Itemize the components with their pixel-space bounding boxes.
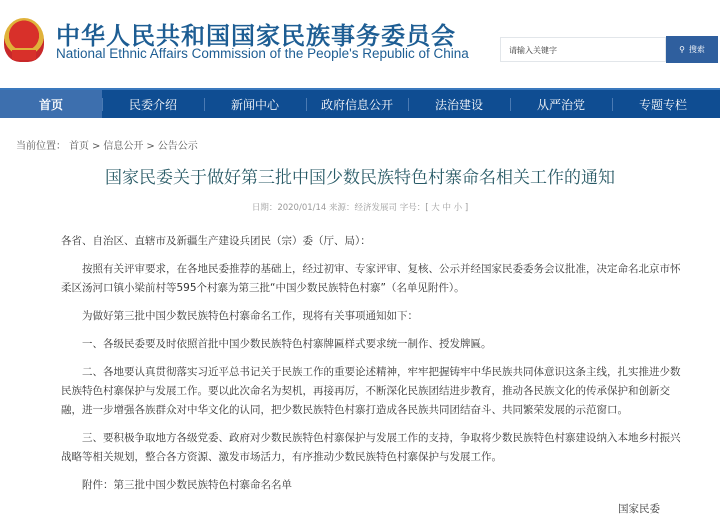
national-emblem-logo (4, 18, 44, 62)
nav-special[interactable]: 专题专栏 (612, 90, 714, 118)
breadcrumb-sep: > (146, 141, 155, 152)
attachment-link[interactable] (61, 476, 681, 495)
nav-party[interactable]: 从严治党 (510, 90, 612, 118)
nav-news[interactable]: 新闻中心 (204, 90, 306, 118)
site-header (0, 0, 720, 88)
nav-home[interactable]: 首页 (0, 90, 102, 118)
paragraph (61, 307, 681, 326)
line: 为做好第三批中国少数民族特色村寨命名工作，现将有关事项通知如下： (82, 310, 418, 322)
breadcrumb-notices[interactable]: 公告公示 (157, 141, 198, 152)
line: 按照有关评审要求，在各地民委推荐的基础上，经过初审、专家评审、复核、公示并经国家民委委务会议批准，决定命名北京市怀 (82, 263, 681, 275)
line: 附件：第三批中国少数民族特色村寨命名名单 (82, 479, 292, 491)
main-nav (0, 88, 720, 118)
search-button[interactable] (666, 36, 718, 63)
line: 柔区汤河口镇小梁前村等595个村寨为第三批“中国少数民族特色村寨”（名单见附件）。 (61, 282, 465, 294)
nav-rule-of-law[interactable]: 法治建设 (408, 90, 510, 118)
paragraph (61, 335, 681, 354)
breadcrumb-home[interactable]: 首页 (69, 141, 89, 152)
site-title-cn[interactable]: 中华人民共和国国家民族事务委员会 (56, 22, 456, 50)
search-input[interactable]: 请输入关键字 (500, 37, 666, 62)
breadcrumb-info[interactable]: 信息公开 (103, 141, 144, 152)
search-icon: ⚲ (679, 45, 685, 54)
line: 一、各级民委要及时依照首批中国少数民族特色村寨牌匾样式要求统一制作、授发牌匾。 (82, 338, 492, 350)
breadcrumb (16, 137, 201, 152)
line: 融，进一步增强各族群众对中华文化的认同，把少数民族特色村寨打造成各民族共同团结奋斗、共同繁荣发展的示范窗口。 (61, 404, 628, 416)
line: 民族特色村寨保护与发展工作。要以此次命名为契机，再接再厉，不断深化民族团结进步教育，推动各民族文化的传承保护和创新交 (61, 385, 670, 397)
search-button-label: 搜索 (688, 45, 705, 54)
paragraph (61, 260, 681, 298)
line: 战略等相关规划，整合各方资源、激发市场活力，有序推动少数民族特色村寨保护与发展工作。 (61, 451, 502, 463)
line: 二、各地要认真贯彻落实习近平总书记关于民族工作的重要论述精神，牢牢把握铸牢中华民族共同体意识这条主线，扎实推进少数 (82, 366, 681, 378)
nav-about[interactable]: 民委介绍 (102, 90, 204, 118)
breadcrumb-sep: > (92, 141, 101, 152)
article-meta: 日期：2020/01/14 来源：经济发展司 字号：[ 大 中 小 ] (251, 203, 469, 213)
paragraph (61, 363, 681, 420)
article-title: 国家民委关于做好第三批中国少数民族特色村寨命名相关工作的通知 (105, 168, 615, 188)
article-body (61, 232, 681, 504)
signature: 国家民委 (618, 503, 660, 515)
breadcrumb-label: 当前位置： (16, 141, 66, 152)
paragraph (61, 429, 681, 467)
greeting: 各省、自治区、直辖市及新疆生产建设兵团民（宗）委（厅、局）： (61, 235, 371, 247)
nav-gov-info[interactable]: 政府信息公开 (306, 90, 408, 118)
line: 三、要积极争取地方各级党委、政府对少数民族特色村寨保护与发展工作的支持，争取将少数民族特色村寨建设纳入本地乡村振兴 (82, 432, 681, 444)
site-title-en: National Ethnic Affairs Commission of the People's Republic of China (56, 46, 469, 61)
